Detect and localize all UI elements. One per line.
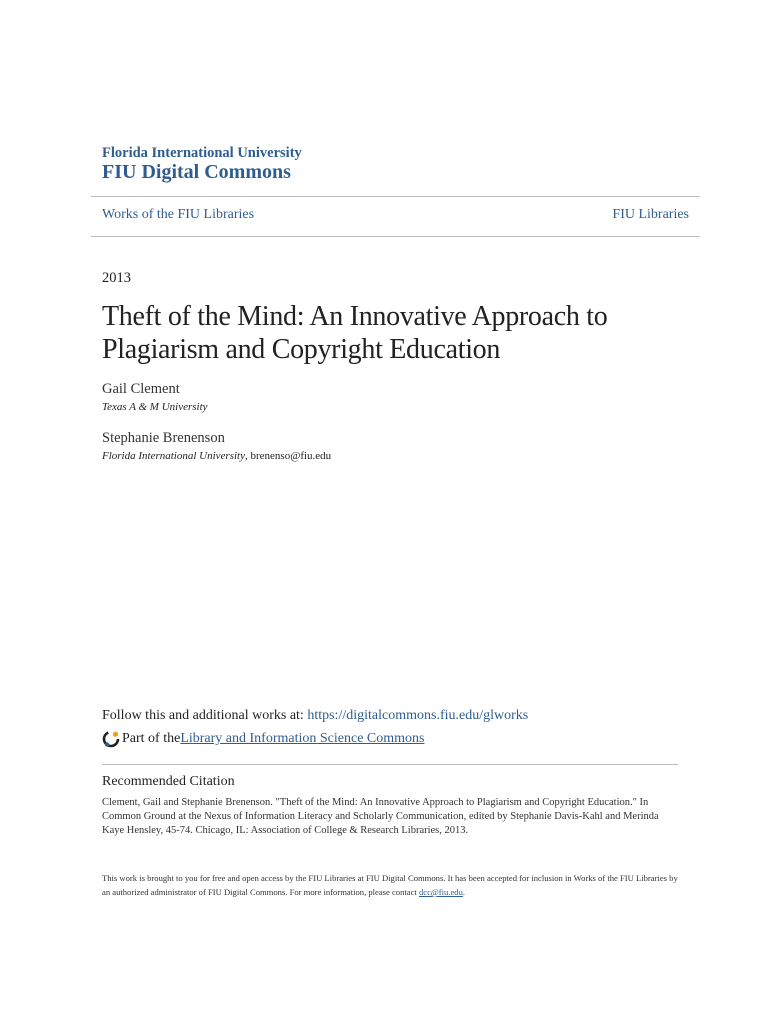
collection-link[interactable]: Works of the FIU Libraries: [102, 207, 255, 222]
divider-citation: [102, 764, 678, 765]
discipline-link[interactable]: Library and Information Science Commons: [180, 731, 425, 746]
repository-name[interactable]: FIU Digital Commons: [102, 161, 291, 183]
citation-heading: Recommended Citation: [102, 774, 235, 789]
institution-name[interactable]: Florida International University: [102, 145, 302, 161]
divider-top: [91, 196, 700, 197]
network-logo-icon: [102, 730, 120, 748]
part-of-prefix: Part of the: [122, 731, 181, 746]
part-of-line: [102, 730, 425, 748]
affiliation-name: Florida International University: [102, 450, 245, 462]
contact-email-link[interactable]: dcc@fiu.edu: [418, 887, 463, 897]
access-statement-text: This work is brought to you for free and open access by the FIU Libraries at FIU Digital Commons. It has been accepted for inclusion in Works of the FIU Libraries by an authorized administrator of FIU Digital Commons. For more information, please contact: [102, 873, 678, 897]
access-statement: [102, 871, 682, 899]
author-affiliation: [102, 401, 208, 413]
work-title: Theft of the Mind: An Innovative Approach to Plagiarism and Copyright Education: [102, 301, 608, 365]
author-name: Stephanie Brenenson: [102, 430, 225, 446]
follow-prefix: Follow this and additional works at:: [102, 708, 308, 723]
citation-text: Clement, Gail and Stephanie Brenenson. "Theft of the Mind: An Innovative Approach to Plagiarism and Copyright Education." In Common Ground at the Nexus of Information Literacy and Scholarly Communication, edited by Stephanie Davis-Kahl and Merinda Kaye Hensley, 45-74. Chicago, IL: Association of College & Research Libraries, 2013.: [102, 797, 659, 836]
divider-nav: [91, 236, 700, 237]
affiliation-name: Texas A & M University: [102, 401, 208, 413]
author-name: Gail Clement: [102, 381, 180, 397]
publication-year: 2013: [102, 270, 131, 286]
follow-url-link[interactable]: https://digitalcommons.fiu.edu/glworks: [307, 708, 529, 723]
follow-line: [102, 708, 528, 724]
author-affiliation: [102, 450, 331, 462]
author-email[interactable]: , brenenso@fiu.edu: [244, 450, 332, 462]
parent-collection-link[interactable]: FIU Libraries: [612, 207, 689, 222]
access-statement-end: .: [462, 887, 466, 897]
